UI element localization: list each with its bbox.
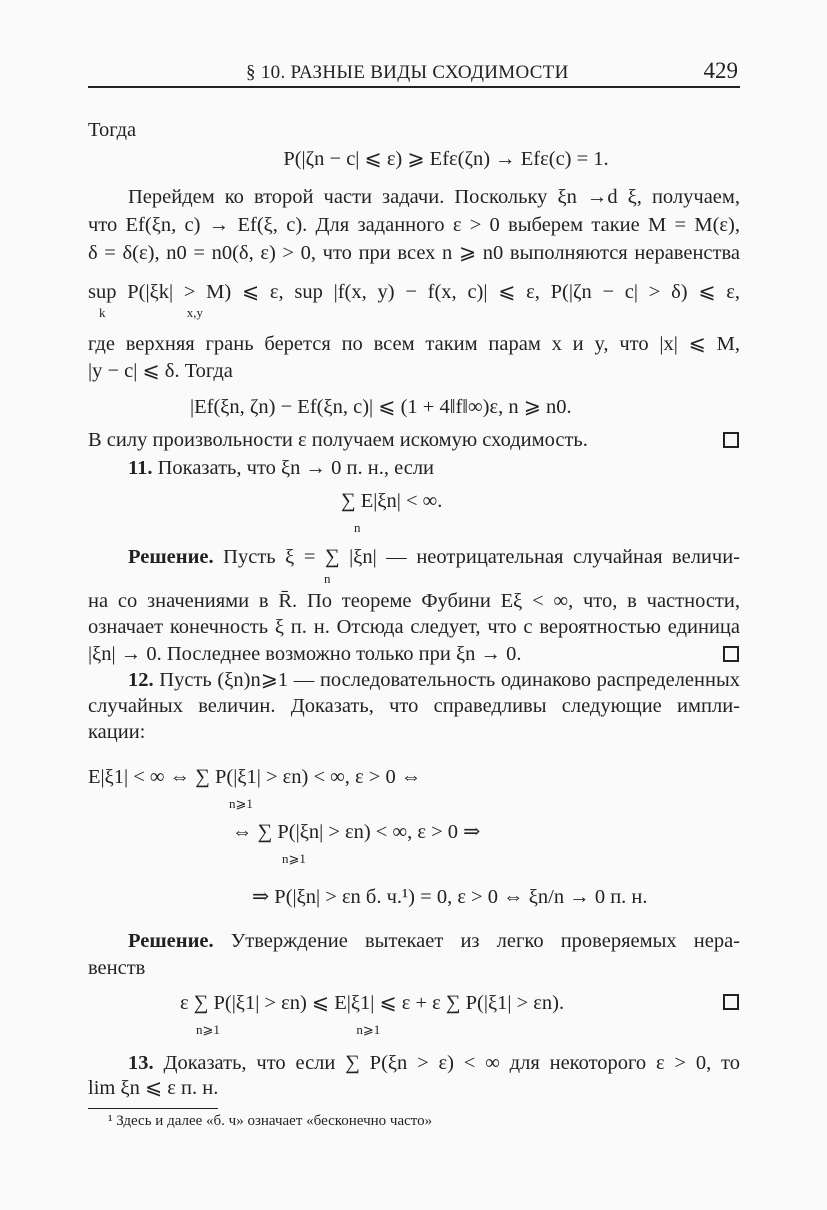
problem-text: Пусть (ξn)n⩾1 — последовательность одинаково распределенных — [159, 669, 741, 691]
text-line: |y − c| ⩽ δ. Тогда — [88, 360, 233, 382]
solution-line — [128, 928, 740, 954]
formula-line: ∑ E|ξn| < ∞. — [341, 490, 443, 512]
problem-text: Показать, что ξn → 0 п. н., если — [157, 457, 435, 479]
text-line: венств — [88, 957, 146, 979]
formula-subscript: n — [324, 571, 331, 586]
formula-subscript: n⩾1 — [282, 851, 306, 866]
problem-number: 13. — [128, 1052, 154, 1074]
problem-text: Доказать, что если ∑ P(ξn > ε) < ∞ для некоторого ε > 0, то — [163, 1052, 740, 1074]
qed-mark — [723, 432, 739, 448]
formula-line: ⇒ P(|ξn| > εn б. ч.¹) = 0, ε > 0 ⇔ ξn/n → 0 п. н. — [252, 886, 648, 908]
text-line: означает конечность ξ п. н. Отсюда следует, что с вероятностью единица — [88, 616, 740, 638]
text-line: δ = δ(ε), n0 = n0(δ, ε) > 0, что при всех n ⩾ n0 выполняются неравенства — [88, 242, 740, 264]
problem-line — [128, 455, 434, 481]
running-header — [88, 58, 740, 88]
text-line: где верхняя грань берется по всем таким парам x и y, что |x| ⩽ M, — [88, 333, 740, 355]
formula-line: E|ξ1| < ∞ ⇔ ∑ P(|ξ1| > εn) < ∞, ε > 0 ⇔ — [88, 766, 422, 788]
problem-number: 12. — [128, 669, 154, 691]
formula-line: sup P(|ξk| > M) ⩽ ε, sup |f(x, y) − f(x, c)| ⩽ ε, P(|ζn − c| > δ) ⩽ ε, — [88, 281, 740, 303]
footnote: ¹ Здесь и далее «б. ч» означает «бесконечно часто» — [108, 1113, 433, 1129]
formula-subscript: k x,y — [99, 305, 203, 320]
text-line: В силу произвольности ε получаем искомую сходимость. — [88, 429, 588, 451]
solution-label: Решение. — [128, 546, 214, 568]
formula-subscript: n — [354, 520, 361, 535]
qed-mark — [723, 994, 739, 1010]
solution-text: Пусть ξ = ∑ |ξn| — неотрицательная случайная величи- — [223, 546, 741, 568]
section-title: § 10. РАЗНЫЕ ВИДЫ СХОДИМОСТИ — [246, 62, 569, 83]
text-line: lim ξn ⩽ ε п. н. — [88, 1077, 219, 1099]
footnote-rule — [88, 1108, 218, 1109]
problem-line — [128, 667, 740, 693]
text-line: Перейдем ко второй части задачи. Поскольку ξn →d ξ, получаем, — [128, 186, 740, 208]
formula-line: ε ∑ P(|ξ1| > εn) ⩽ E|ξ1| ⩽ ε + ε ∑ P(|ξ1| > εn). — [180, 992, 565, 1014]
text-line: на со значениями в R̄. По теореме Фубини Eξ < ∞, что, в частности, — [88, 590, 740, 612]
page-number: 429 — [703, 58, 738, 83]
formula-line: ⇔ ∑ P(|ξn| > εn) < ∞, ε > 0 ⇒ — [232, 821, 481, 843]
text-line: |ξn| → 0. Последнее возможно только при ξn → 0. — [88, 643, 522, 665]
problem-line — [128, 1050, 740, 1076]
solution-label: Решение. — [128, 930, 214, 952]
text-line: что Ef(ξn, c) → Ef(ξ, c). Для заданного ε > 0 выберем такие M = M(ε), — [88, 214, 740, 236]
solution-text: Утверждение вытекает из легко проверяемых нера- — [230, 930, 740, 952]
text-line: Тогда — [88, 119, 137, 141]
formula-line: |Ef(ξn, ζn) − Ef(ξn, c)| ⩽ (1 + 4‖f‖∞)ε, n ⩾ n0. — [190, 396, 572, 418]
problem-number: 11. — [128, 457, 153, 479]
formula-line: P(|ζn − c| ⩽ ε) ⩾ Efε(ζn) → Efε(c) = 1. — [283, 148, 609, 170]
header-rule — [88, 86, 740, 88]
text-line: кации: — [88, 721, 146, 743]
formula-subscript: n⩾1 — [229, 796, 253, 811]
solution-line — [128, 544, 740, 570]
qed-mark — [723, 646, 739, 662]
text-line: случайных величин. Доказать, что справедливы следующие импли- — [88, 695, 740, 717]
formula-subscript: n⩾1 n⩾1 — [196, 1022, 381, 1037]
